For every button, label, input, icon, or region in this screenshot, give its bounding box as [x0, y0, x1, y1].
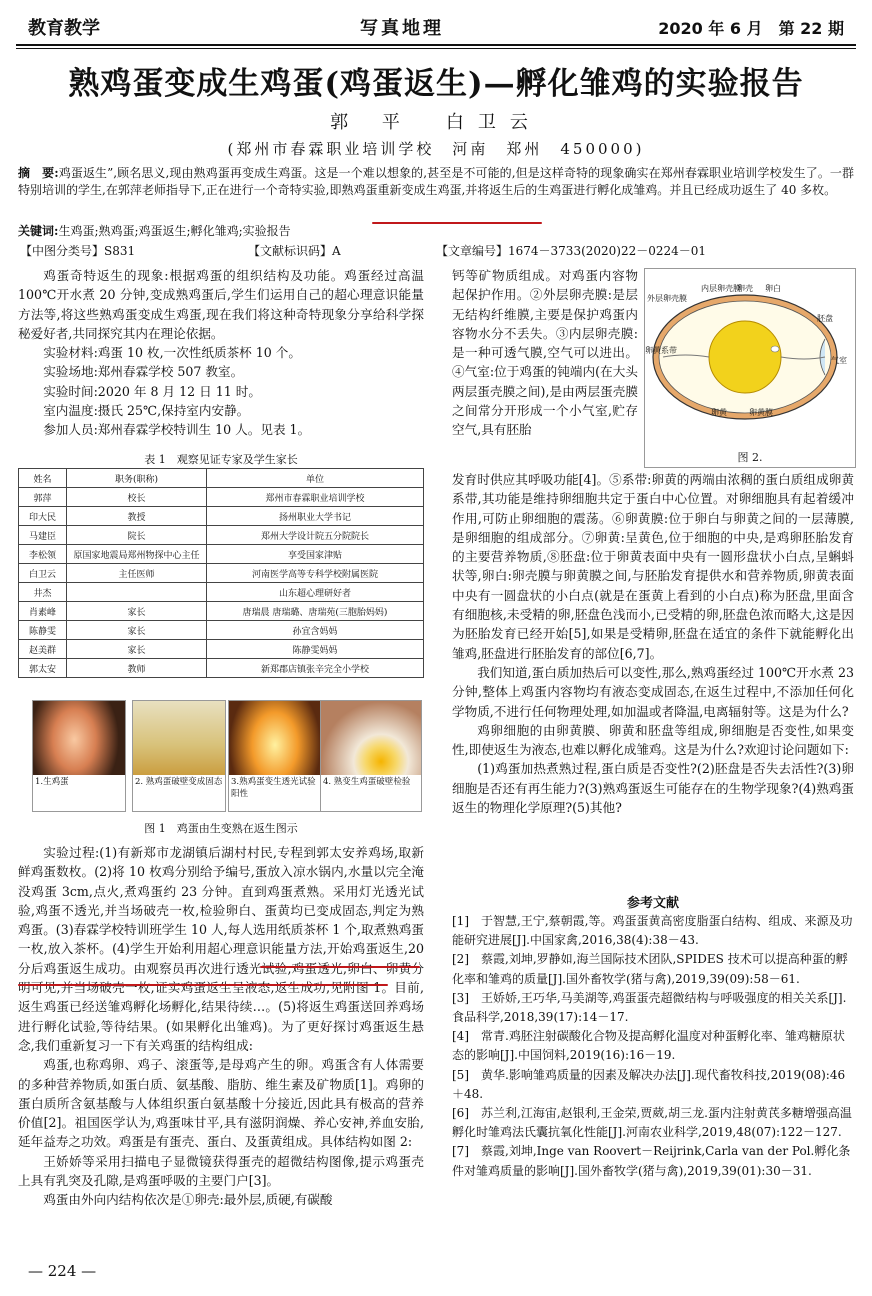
table-header: 单位 [207, 469, 424, 488]
table-row [19, 507, 424, 526]
keywords-text: 生鸡蛋;熟鸡蛋;鸡蛋返生;孵化雏鸡;实验报告 [58, 224, 291, 238]
table-cell: 山东超心理研好者 [207, 583, 424, 602]
table-cell: 主任医师 [67, 564, 207, 583]
paragraph: (1)鸡蛋加热煮熟过程,蛋白质是否变性?(2)胚盘是否失去活性?(3)卵细胞是否还有再生能力?(3)熟鸡蛋返生可能存在的生物学现象?(4)熟鸡蛋返生的物理化学原理?(5)其他? [452, 761, 854, 816]
reference-item: [6] 苏兰利,江海宙,赵银利,王金荣,贾葳,胡三龙.蛋内注射黄芪多糖增强高温孵化时雏鸡法氏囊抗氧化性能[J].河南农业科学,2019,48(07):122－127. [452, 1106, 852, 1140]
paragraph: 鸡蛋由外向内结构依次是①卵壳:最外层,质硬,有碳酸 [43, 1192, 333, 1208]
table-cell: 新郑郡店镇张辛完全小学校 [207, 659, 424, 678]
references-list [452, 912, 854, 1181]
paragraph: 参加人员:郑州春霖学校特训生 10 人。见表 1。 [43, 422, 311, 438]
figure1-caption: 图 1 鸡蛋由生变熟在返生图示 [144, 822, 298, 835]
section-label: 教育教学 [28, 18, 100, 39]
photo-label: 3.熟鸡蛋变生透光试验阳性 [229, 775, 321, 811]
photo-translucent-egg [228, 700, 322, 812]
paragraph: 我们知道,蛋白质加热后可以变性,那么,熟鸡蛋经过 100℃开水煮 23 分钟,整体上鸡蛋内容物均有液态变成固态,在返生过程中,不添加任何化学物质,不进行任何物理处理,如加温或者降温,电离辐射等。这是为什么? [452, 664, 854, 719]
fig2-label: 气室 [831, 356, 847, 365]
paragraph: 实验材料:鸡蛋 10 枚,一次性纸质茶杯 10 个。 [43, 345, 301, 361]
left-body [18, 843, 424, 1210]
article-number: 【文章编号】1674－3733(2020)22－0224－01 [436, 244, 707, 258]
doc-code: 【文献标识码】A [248, 244, 341, 258]
table-cell: 家长 [67, 621, 207, 640]
table-cell: 享受国家津贴 [207, 545, 424, 564]
table-cell: 印大民 [19, 507, 67, 526]
table-cell: 唐瑞晨 唐瑞璐、唐瑞苑(三胞胎妈妈) [207, 602, 424, 621]
reference-item: [2] 蔡霞,刘坤,罗静如,海兰国际技术团队,SPIDES 技术可以提高种蛋的孵化率和雏鸡的质量[J].国外畜牧学(猪与禽),2019,39(09):58－61. [452, 952, 848, 986]
references-heading: 参考文献 [626, 896, 679, 911]
germinal-disc-shape [771, 346, 779, 352]
paragraph: 实验时间:2020 年 8 月 12 日 11 时。 [43, 383, 261, 399]
table-cell: 扬州职业大学书记 [207, 507, 424, 526]
paragraph: 鸡蛋,也称鸡卵、鸡子、滚蛋等,是母鸡产生的卵。鸡蛋含有人体需要的多种营养物质,如蛋白质、氨基酸、脂肪、维生素及矿物质[1]。鸡卵的蛋白质所含氨基酸与人体组织蛋白氨基酸十分接近,因此具有极高的营养价值[2]。祖国医学认为,鸡蛋味甘平,具有滋阴润燥、养心安神,养血安胎,延年益寿之功效。鸡蛋是有蛋壳、蛋白、及蛋黄组成。具体结构如图 2: [18, 1057, 424, 1150]
table-cell: 校长 [67, 488, 207, 507]
table-caption: 表 1 观察见证专家及学生家长 [144, 453, 298, 466]
affiliation: (郑州市春霖职业培训学校 河南 郑州 450000) [227, 140, 645, 158]
figure2-caption: 图 2. [737, 451, 763, 464]
table-row [19, 583, 424, 602]
reference-item: [3] 王娇娇,王巧华,马美湖等,鸡蛋蛋壳超微结构与呼吸强度的相关关系[J].食品科学,2018,39(17):14－17. [452, 990, 847, 1025]
photo-label: 1.生鸡蛋 [33, 775, 125, 811]
table-row [19, 564, 424, 583]
issue-info: 2020 年 6 月 第 22 期 [658, 19, 844, 38]
table-cell: 郭太安 [19, 659, 67, 678]
header-rule-thin [16, 48, 856, 49]
reference-item: [1] 于智慧,王宁,蔡朝霞,等。鸡蛋蛋黄高密度脂蛋白结构、组成、来源及功能研究进展[J].中国家禽,2016,38(4):38－43. [452, 914, 853, 948]
table-row [19, 640, 424, 659]
right-body [452, 470, 854, 817]
fig2-label: 卵黄 [711, 408, 727, 417]
keywords [18, 222, 291, 239]
table-cell: 家长 [67, 602, 207, 621]
table-row [19, 602, 424, 621]
table-cell: 李松领 [19, 545, 67, 564]
paragraph: 鸡卵细胞的由卵黄膜、卵黄和胚盘等组成,卵细胞是否变性,如果变性,即使返生为液态,也难以孵化成雏鸡。这是为什么?欢迎讨论问题如下: [452, 722, 854, 758]
clc-number: 【中图分类号】S831 [20, 244, 136, 258]
photo-cooked-egg [132, 700, 226, 812]
table-cell: 河南医学高等专科学校附属医院 [207, 564, 424, 583]
photo-label: 2. 熟鸡蛋破壁变成固态 [133, 775, 225, 811]
table-row [19, 526, 424, 545]
egg-structure-svg [645, 269, 855, 441]
table-cell: 马建臣 [19, 526, 67, 545]
red-underline [18, 984, 388, 986]
table-cell: 井杰 [19, 583, 67, 602]
yolk-shape [709, 321, 781, 393]
fig2-label: 内层卵壳膜 [701, 284, 741, 293]
table-cell: 陈静雯妈妈 [207, 640, 424, 659]
table-cell: 原国家地震局郑州物探中心主任 [67, 545, 207, 564]
page-number: — 224 — [28, 1262, 97, 1280]
reference-item: [4] 常青.鸡胚注射碳酸化合物及提高孵化温度对种蛋孵化率、雏鸡糖原状态的影响[J].中国饲料,2019(16):16－19. [452, 1029, 845, 1063]
paragraph: 室内温度:摄氏 25℃,保持室内安静。 [43, 403, 250, 419]
fig2-label: 卵白 [765, 284, 781, 293]
journal-name: 写真地理 [360, 18, 444, 39]
abstract [18, 165, 854, 199]
paragraph: 钙等矿物质组成。对鸡蛋内容物起保护作用。②外层卵壳膜:是层无结构纤维膜,主要是保护鸡蛋内容物水分不丢失。③内层卵壳膜:是一种可透气膜,空气可以进出。④气室:位于鸡蛋的钝端内(在大头两层蛋壳膜之间),是由两层蛋壳膜之间常分开形成一个小气室,贮存空气,具有胚胎 [452, 268, 638, 438]
table-header: 职务(职称) [67, 469, 207, 488]
table-cell: 肖素峰 [19, 602, 67, 621]
right-top-text [452, 266, 638, 440]
table-cell: 赵美群 [19, 640, 67, 659]
fig2-label: 胚盘 [817, 314, 833, 323]
table-cell: 郑州大学设计院五分院院长 [207, 526, 424, 545]
table-row [19, 545, 424, 564]
fig2-label: 卵壳 [737, 284, 753, 293]
paragraph: 王娇娇等采用扫描电子显微镜获得蛋壳的超微结构图像,提示鸡蛋壳上具有乳突及孔隙,是鸡蛋呼吸的主要门户[3]。 [18, 1153, 424, 1189]
table-row [19, 621, 424, 640]
abstract-text: 鸡蛋返生”,顾名思义,现由熟鸡蛋再变成生鸡蛋。这是一个难以想象的,甚至是不可能的,但是这样奇特的现象确实在郑州春霖职业培训学校发生了。一群特别培训的学生,在郭萍老师指导下,正在进行一个奇特实验,即熟鸡蛋重新变成生鸡蛋,并将返生后的生鸡蛋进行孵化成雏鸡。并且已经成功返生了 40 多枚。 [18, 166, 854, 197]
table-cell: 孙宜含妈妈 [207, 621, 424, 640]
table-cell: 家长 [67, 640, 207, 659]
table-cell: 教授 [67, 507, 207, 526]
table-cell: 教师 [67, 659, 207, 678]
table-row [19, 659, 424, 678]
photo-label: 4. 熟变生鸡蛋破壁检验 [321, 775, 421, 811]
table-cell: 院长 [67, 526, 207, 545]
authors: 郭 平 白卫云 [330, 112, 542, 133]
paragraph: 实验场地:郑州春霖学校 507 教室。 [43, 364, 244, 380]
table-cell [67, 583, 207, 602]
article-title: 熟鸡蛋变成生鸡蛋(鸡蛋返生)—孵化雏鸡的实验报告 [68, 66, 804, 102]
keywords-label: 关键词: [18, 224, 59, 238]
photo-broken-egg [320, 700, 422, 812]
abstract-label: 摘 要: [18, 166, 59, 180]
table-header-row [19, 469, 424, 488]
table-cell: 陈静雯 [19, 621, 67, 640]
paragraph: 实验过程:(1)有新郑市龙湖镇后湖村村民,专程到郭太安养鸡场,取新鲜鸡蛋数枚。(2)将 10 枚鸡分别给予编号,蛋放入凉水锅内,水量以完全淹没鸡蛋 3cm,点火,煮鸡蛋约 23 分钟。直到鸡蛋煮熟。采用灯光透光试验,鸡蛋不透光,并当场破壳一枚,检验卵白、蛋黄均已变成固态,判定为熟鸡蛋。(3)春霖学校特训班学生 10 人,每人选用纸质茶杯 1 个,取煮熟鸡蛋一枚,放入茶杯。(4)学生开始利用超心理意识能量方法,开始鸡蛋返生,20 分后鸡蛋返生成功。由观察员再次进行透光试验,鸡蛋透光,卵白、卵黄分明可见,并当场破壳一枚,证实鸡蛋返生呈液态,返生成功,见附图 1。目前,返生鸡蛋已经送雏鸡孵化场孵化,结果待续…。(5)将返生鸡蛋送回养鸡场进行孵化试验,等待结果。(如果孵化出雏鸡)。为了更好探讨鸡蛋返生悬念,我们重新复习一下有关鸡蛋的结构组成: [18, 845, 424, 1053]
paragraph: 发育时供应其呼吸功能[4]。⑤系带:卵黄的两端由浓稠的蛋白质组成卵黄系带,其功能是维持卵细胞共定于蛋白中心位置。对卵细胞具有起着缓冲作用,可防止卵细胞的震荡。⑥卵黄膜:位于卵白与卵黄之间的一层薄膜,是卵细胞的组成部分。⑦卵黄:呈黄色,位于细胞的中央,是鸡卵胚胎发育的主要营养物质,⑧胚盘:位于卵黄表面中央有一圆形盘状小白点,呈蝌蚪状等,卵白:卵壳膜与卵黄膜之间,与胚胎发育提供水和营养物质,卵黄表面中央有一圆盘状的小白点(就是在蛋黄上看到的小白点)称为胚盘,里面含有细胞核,未受精的卵,胚盘色浅而小,已受精的卵,胚盘色浓而略大,这是因为胚胎发育已经开始[5],如果是受精卵,胚盘在适宜的条件下就能孵化出雏鸡,胚盘进行胚胎发育的部位[6,7]。 [452, 472, 854, 661]
table-row [19, 488, 424, 507]
header-rule [16, 44, 856, 46]
fig2-label: 外层卵壳膜 [647, 294, 687, 303]
photo-raw-egg [32, 700, 126, 812]
table-cell: 郭萍 [19, 488, 67, 507]
experts-table [18, 468, 424, 678]
fig2-label: 卵黄膜 [749, 408, 773, 417]
left-intro [18, 266, 424, 440]
reference-item: [5] 黄华.影响雏鸡质量的因素及解决办法[J].现代畜牧科技,2019(08):46＋48. [452, 1067, 846, 1101]
table-cell: 郑州市春霖职业培训学校 [207, 488, 424, 507]
egg-diagram [644, 268, 856, 468]
paragraph: 鸡蛋奇特返生的现象:根据鸡蛋的组织结构及功能。鸡蛋经过高温 100℃开水煮 20 分钟,变成熟鸡蛋后,学生们运用自己的超心理意识能量方法等,将这些熟鸡蛋变成生鸡蛋,现在我们将这种奇特现象分享给科学探秘爱好者,共同探究其内在理论依据。 [18, 268, 424, 341]
table-cell: 白卫云 [19, 564, 67, 583]
fig2-label: 卵黄系带 [645, 346, 677, 355]
table-header: 姓名 [19, 469, 67, 488]
reference-item: [7] 蔡霞,刘坤,Inge van Roovert－Reijrink,Carla van der Pol.孵化条件对雏鸡质量的影响[J].国外畜牧学(猪与禽),2019,39(01):30－31. [452, 1144, 851, 1178]
red-underline [372, 222, 542, 224]
red-underline [260, 966, 420, 968]
